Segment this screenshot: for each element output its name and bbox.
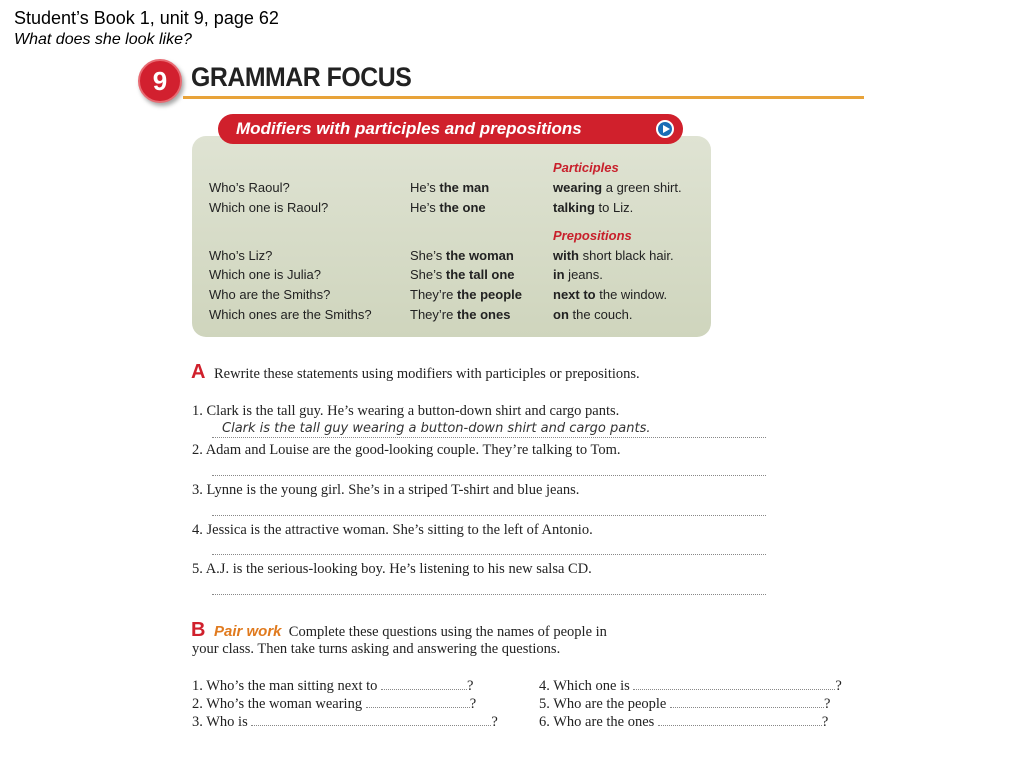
exercise-a-item: 5. A.J. is the serious-looking boy. He’s listening to his new salsa CD. [192, 561, 592, 577]
participles-heading: Participles [553, 160, 619, 175]
grammar-modifier: next to the window. [553, 287, 668, 302]
grammar-modifier: with short black hair. [553, 248, 674, 263]
grammar-question: Who’s Liz? [209, 248, 273, 263]
blank-line[interactable] [670, 707, 824, 708]
sample-answer: Clark is the tall guy wearing a button-down shirt and cargo pants. [222, 421, 651, 436]
grammar-pill-title [218, 114, 683, 144]
prepositions-heading: Prepositions [553, 228, 632, 243]
answer-line-4[interactable] [212, 554, 766, 555]
exercise-b-letter: B [191, 619, 206, 641]
grammar-modifier: wearing a green shirt. [553, 180, 682, 195]
exercise-b-item: 1. Who’s the man sitting next to ? [192, 678, 474, 694]
grammar-answer: He’s the one [410, 200, 486, 215]
answer-line-3[interactable] [212, 515, 766, 516]
exercise-b-item: 3. Who is ? [192, 714, 498, 730]
grammar-question: Who are the Smiths? [209, 287, 331, 302]
exercise-a-item: 2. Adam and Louise are the good-looking couple. They’re talking to Tom. [192, 442, 621, 458]
exercise-a-letter: A [191, 361, 206, 383]
grammar-modifier: in jeans. [553, 267, 603, 282]
answer-line-5[interactable] [212, 594, 766, 595]
exercise-a-item: 3. Lynne is the young girl. She’s in a striped T-shirt and blue jeans. [192, 482, 580, 498]
answer-line-2[interactable] [212, 475, 766, 476]
exercise-b-item: 5. Who are the people ? [539, 696, 831, 712]
grammar-answer: They’re the people [410, 287, 522, 302]
answer-line-1[interactable] [212, 437, 766, 438]
exercise-b-item: 2. Who’s the woman wearing ? [192, 696, 477, 712]
section-divider [183, 96, 864, 99]
exercise-b-instruction-line1: Pair work Complete these questions using the names of people in [214, 623, 607, 640]
grammar-modifier: on the couch. [553, 307, 633, 322]
grammar-answer: She’s the tall one [410, 267, 515, 282]
blank-line[interactable] [381, 689, 467, 690]
exercise-a-instruction: Rewrite these statements using modifiers with participles or prepositions. [214, 366, 640, 382]
exercise-b-instruction-line2: your class. Then take turns asking and answering the questions. [192, 641, 561, 657]
grammar-question: Which one is Raoul? [209, 200, 329, 215]
grammar-answer: He’s the man [410, 180, 490, 195]
slide-subtitle: What does she look like? [14, 31, 192, 48]
grammar-question: Which one is Julia? [209, 267, 321, 282]
blank-line[interactable] [658, 725, 822, 726]
exercise-b-item: 6. Who are the ones ? [539, 714, 829, 730]
section-title: GRAMMAR FOCUS [191, 62, 412, 92]
blank-line[interactable] [366, 707, 470, 708]
play-icon[interactable] [656, 120, 674, 138]
grammar-modifier: talking to Liz. [553, 200, 634, 215]
slide-title: Student’s Book 1, unit 9, page 62 [14, 8, 279, 28]
pair-work-label: Pair work [214, 623, 282, 640]
grammar-question: Which ones are the Smiths? [209, 307, 372, 322]
exercise-a-item: 1. Clark is the tall guy. He’s wearing a button-down shirt and cargo pants. [192, 403, 620, 419]
grammar-answer: They’re the ones [410, 307, 511, 322]
exercise-a-item: 4. Jessica is the attractive woman. She’s sitting to the left of Antonio. [192, 522, 593, 538]
blank-line[interactable] [633, 689, 835, 690]
grammar-answer: She’s the woman [410, 248, 514, 263]
section-number-badge: 9 [138, 59, 182, 103]
blank-line[interactable] [251, 725, 491, 726]
grammar-question: Who’s Raoul? [209, 180, 290, 195]
pill-title-text: Modifiers with participles and prepositions [236, 119, 582, 138]
exercise-b-item: 4. Which one is ? [539, 678, 842, 694]
